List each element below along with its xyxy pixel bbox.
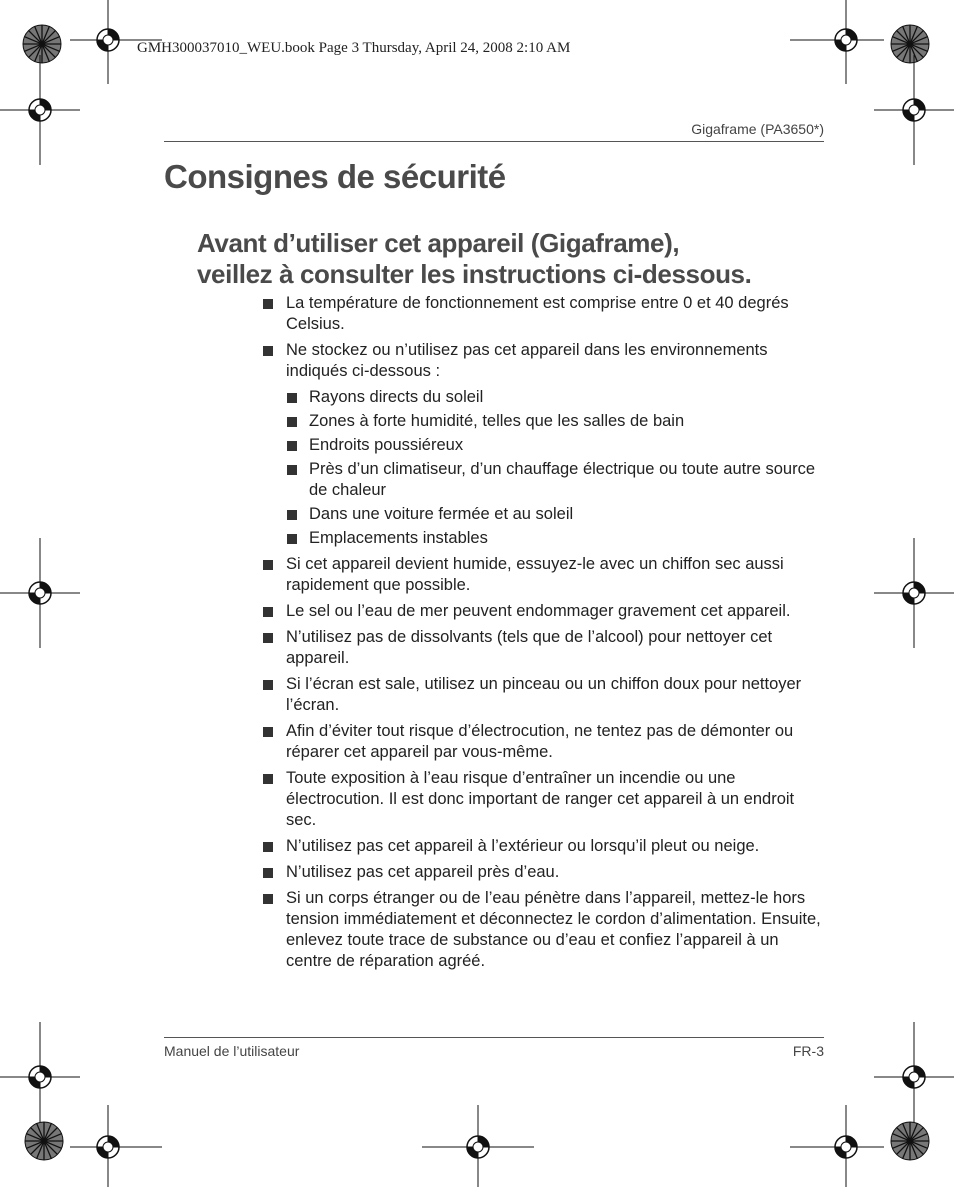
registration-mark-icon xyxy=(0,1022,80,1132)
footer-manual-label: Manuel de l’utilisateur xyxy=(164,1043,300,1059)
section-heading-line-2: veillez à consulter les instructions ci-dessous. xyxy=(197,259,752,289)
list-item-text: Ne stockez ou n’utilisez pas cet appareil dans les environnements indiqués ci-dessous : xyxy=(286,341,768,380)
registration-mark-icon xyxy=(874,55,954,165)
list-item-text: N’utilisez pas de dissolvants (tels que de l’alcool) pour nettoyer cet appareil. xyxy=(286,628,773,667)
registration-mark-icon xyxy=(874,1022,954,1132)
list-item-text: Si un corps étranger ou de l’eau pénètre dans l’appareil, mettez-le hors tension immédiatement et déconnectez le cordon d’alimentation. Ensuite, enlevez toute trace de substance ou d’eau et confiez l’appareil à un centre de réparation agréé. xyxy=(286,889,821,970)
color-bar-icon xyxy=(891,25,929,63)
section-heading-line-1: Avant d’utiliser cet appareil (Gigaframe), xyxy=(197,228,680,258)
registration-mark-icon xyxy=(0,55,80,165)
sub-list-item-text: Endroits poussiéreux xyxy=(309,436,464,454)
sub-list-item-text: Emplacements instables xyxy=(309,529,488,547)
footer-page-number: FR-3 xyxy=(792,1043,824,1059)
registration-mark-icon xyxy=(874,538,954,648)
list-item-text: Le sel ou l’eau de mer peuvent endommager gravement cet appareil. xyxy=(286,602,791,620)
list-item-text: Si l’écran est sale, utilisez un pinceau ou un chiffon doux pour nettoyer l’écran. xyxy=(286,675,802,714)
sub-list-item-text: Près d’un climatiseur, d’un chauffage électrique ou toute autre source de chaleur xyxy=(309,460,816,499)
page-title: Consignes de sécurité xyxy=(164,158,506,195)
registration-mark-icon xyxy=(790,0,884,84)
color-bar-icon xyxy=(25,1122,63,1160)
registration-mark-icon xyxy=(70,0,162,84)
registration-mark-icon xyxy=(0,538,80,648)
list-item-text: La température de fonctionnement est comprise entre 0 et 40 degrés Celsius. xyxy=(286,294,789,333)
sub-list-item-text: Zones à forte humidité, telles que les salles de bain xyxy=(309,412,685,430)
running-header: Gigaframe (PA3650*) xyxy=(691,121,824,137)
color-bar-icon xyxy=(891,1122,929,1160)
list-item-text: Toute exposition à l’eau risque d’entraîner un incendie ou une électrocution. Il est donc important de ranger cet appareil à un endroit sec. xyxy=(286,769,795,829)
color-bar-icon xyxy=(23,25,61,63)
list-item-text: N’utilisez pas cet appareil près d’eau. xyxy=(286,863,560,881)
sub-list-item-text: Rayons directs du soleil xyxy=(309,388,484,406)
registration-mark-icon xyxy=(790,1105,884,1187)
registration-mark-icon xyxy=(422,1105,534,1187)
print-slug: GMH300037010_WEU.book Page 3 Thursday, April 24, 2008 2:10 AM xyxy=(137,40,571,56)
sub-list-item-text: Dans une voiture fermée et au soleil xyxy=(309,505,574,523)
list-item-text: Si cet appareil devient humide, essuyez-le avec un chiffon sec aussi rapidement que possible. xyxy=(286,555,784,594)
list-item-text: N’utilisez pas cet appareil à l’extérieur ou lorsqu’il pleut ou neige. xyxy=(286,837,760,855)
registration-mark-icon xyxy=(70,1105,162,1187)
list-item-text: Afin d’éviter tout risque d’électrocution, ne tentez pas de démonter ou réparer cet appareil par vous-même. xyxy=(286,722,794,761)
